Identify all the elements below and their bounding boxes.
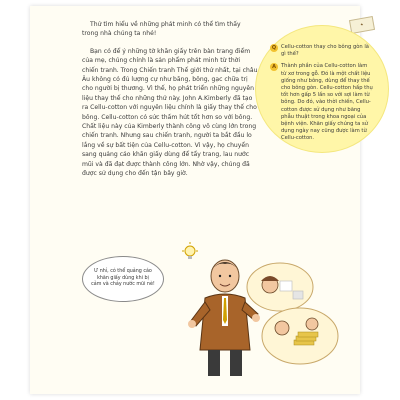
article-paragraph: Bạn có để ý những tờ khăn giấy trên bàn trang điểm của mẹ, chúng chính là sản phẩm phát minh từ thời chiến tranh. Trong Chiến tranh Thế giới thứ nhất, tại châu Âu không có đủ lượng cự như băng, bông, gạc chữa trị cho người bị thương. Vì thế, họ phát triển những nguyên liệu thay thế cho những thứ này. John A.Kimberly đã tạo ra Cellu-cotton với nguyên liệu chính là giấy thay thế cho bông. Cellu-cotton có sức thấm hút tốt hơn so với bông. Chất liệu này của Kimberly thành công vô cùng lớn trong chiến tranh. Nhưng sau chiến tranh, người ta bắt đầu lo lắng về sự bất tiện của Cellu-cotton. Vì vậy, họ chuyển sang quảng cáo khăn giấy dùng để tẩy trang, lau nước mũi và đã đạt được thành công lớn. Nhờ vậy, chúng đã được sử dụng cho đến tận bây giờ. [82, 47, 258, 178]
speech-line: khăn giấy dùng khi bị [97, 275, 149, 281]
speech-bubble [82, 256, 164, 302]
book-page [30, 6, 373, 394]
question-badge: Q [271, 45, 277, 51]
qa-answer: Thành phần của Cellu-cotton làm từ xơ trong gỗ. Đó là một chất liệu giống như bông, dùng để thay thế cho bông gòn. Cellu-cotton hấp thụ tốt hơn gấp 5 lần so với sợi làm từ bông. Do đó, vào thời chiến, Cellu-cotton được sử dụng như băng phẫu thuật trong khoa ngoại của bệnh viện. Khăn giấy chúng ta sử dụng ngày nay cũng được làm từ Cellu-cotton. [281, 63, 373, 142]
qa-question: Cellu-cotton thay cho bông gòn là gì thế? [281, 44, 369, 58]
corner-tag-icon: ✦ [349, 16, 375, 34]
speech-line: cảm và chảy nước mũi nè! [91, 282, 155, 288]
qa-bubble [256, 26, 388, 152]
money-people-illustration [260, 306, 340, 366]
answer-badge: A [270, 63, 278, 71]
speech-line: Ư nhỉ, có thể quảng cáo [94, 268, 152, 274]
article-body [82, 20, 258, 187]
article-paragraph: Thử tìm hiểu về những phát minh có thể tìm thấy trong nhà chúng ta nhé! [82, 21, 241, 38]
